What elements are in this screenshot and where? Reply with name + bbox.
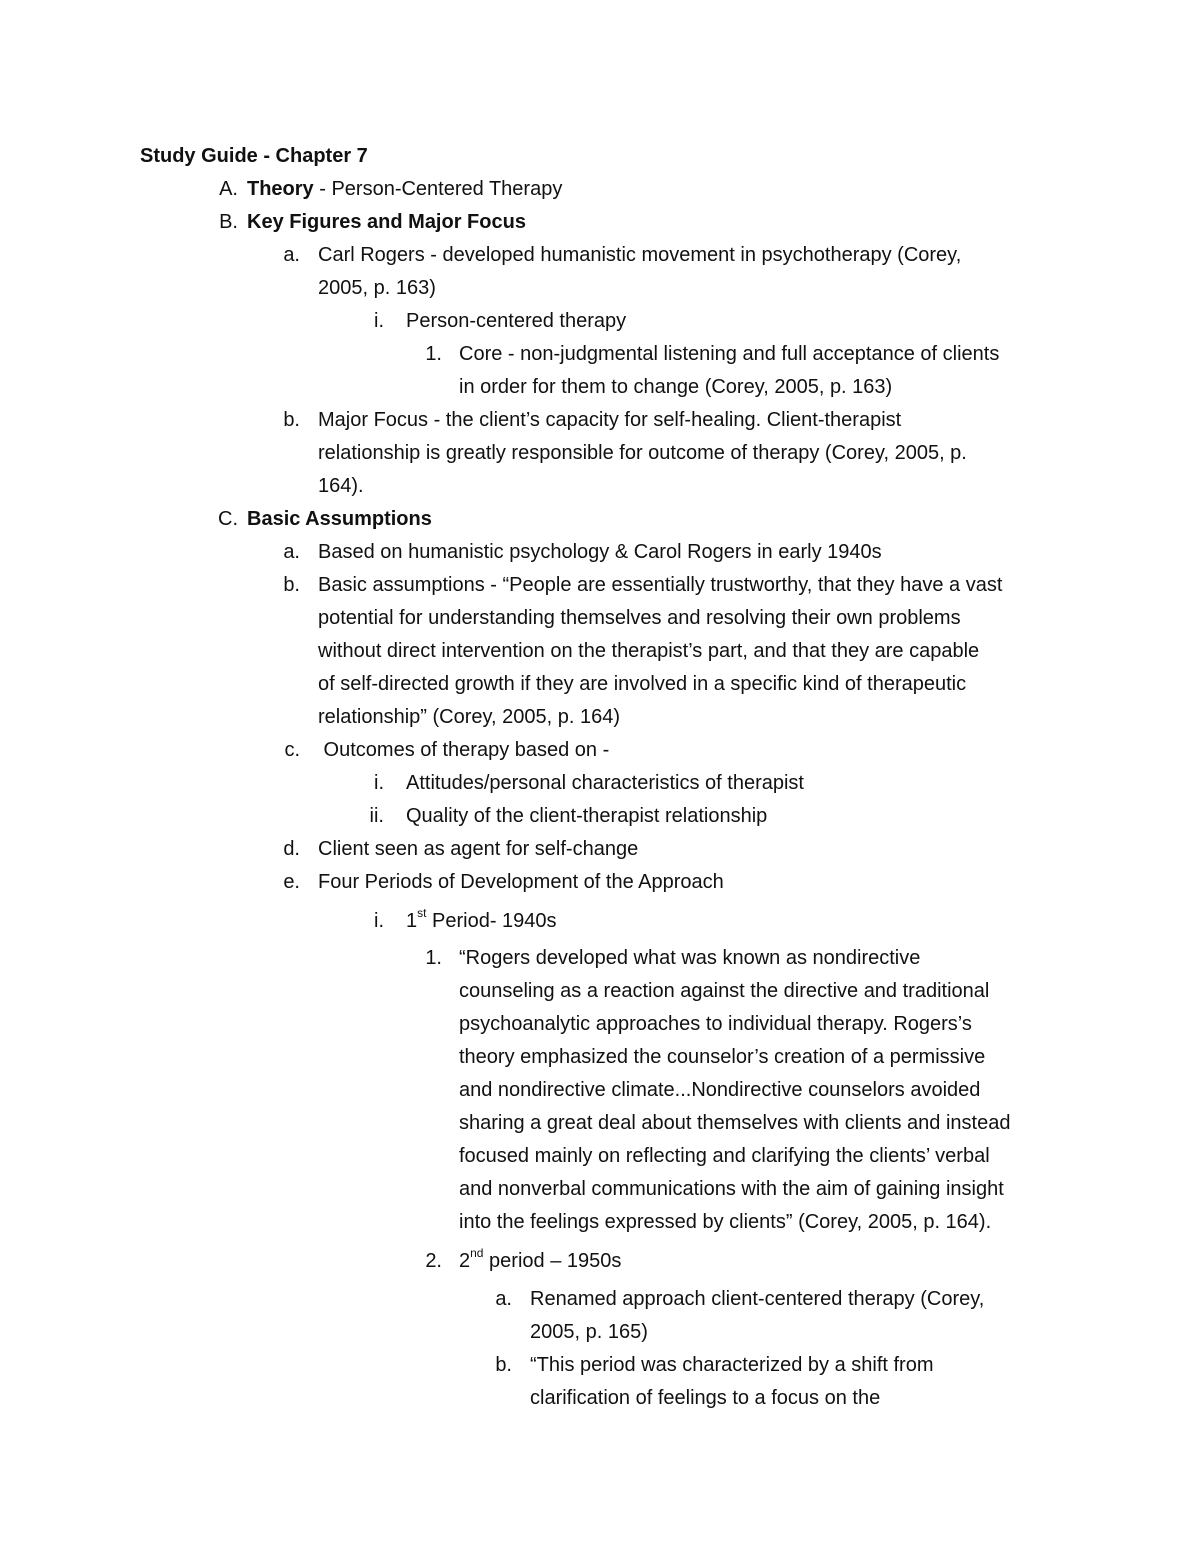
list-item: [0, 905, 1200, 938]
list-item-text: Client seen as agent for self-change: [318, 838, 639, 860]
list-marker: a.: [495, 1288, 512, 1310]
section-c: [0, 503, 1200, 536]
list-marker: 1.: [425, 947, 442, 969]
list-marker: 1.: [425, 343, 442, 365]
list-item: [0, 734, 1200, 767]
list-item: [0, 338, 1200, 371]
list-marker: c.: [284, 739, 300, 761]
list-item-text: of self-directed growth if they are involved in a specific kind of therapeutic: [318, 673, 967, 695]
list-marker: d.: [283, 838, 300, 860]
list-item: [0, 536, 1200, 569]
list-item-text: sharing a great deal about themselves with clients and instead: [459, 1112, 1011, 1134]
list-item-text: Based on humanistic psychology & Carol Rogers in early 1940s: [318, 541, 882, 563]
list-item-continuation: [0, 1008, 1200, 1041]
list-item-text: Renamed approach client-centered therapy (Corey,: [530, 1288, 985, 1310]
list-item: [0, 239, 1200, 272]
list-item-text: without direct intervention on the therapist’s part, and that they are capable: [318, 640, 980, 662]
period-1-heading: [406, 905, 557, 938]
list-item-text: clarification of feelings to a focus on the: [530, 1387, 881, 1409]
list-marker: b.: [283, 409, 300, 431]
list-item-text: Quality of the client-therapist relationship: [406, 805, 768, 827]
list-item-text: in order for them to change (Corey, 2005, p. 163): [459, 376, 893, 398]
doc-title: Study Guide - Chapter 7: [140, 145, 368, 167]
list-item-continuation: [0, 1074, 1200, 1107]
list-item: [0, 833, 1200, 866]
section-a-heading: Theory: [247, 178, 314, 200]
list-item-text: Carl Rogers - developed humanistic movement in psychotherapy (Corey,: [318, 244, 962, 266]
list-item: [0, 767, 1200, 800]
period-2-number: 2: [459, 1250, 471, 1272]
list-item-continuation: [0, 602, 1200, 635]
list-item-text: Basic assumptions - “People are essentially trustworthy, that they have a vast: [318, 574, 1003, 596]
section-c-heading: Basic Assumptions: [247, 508, 432, 530]
list-item-text: “Rogers developed what was known as nondirective: [459, 947, 921, 969]
list-marker: i.: [374, 310, 384, 332]
list-item-text: relationship” (Corey, 2005, p. 164): [318, 706, 621, 728]
list-item-continuation: [0, 975, 1200, 1008]
list-item: [0, 569, 1200, 602]
list-item-continuation: [0, 470, 1200, 503]
list-marker: A.: [219, 178, 238, 200]
list-item: [0, 942, 1200, 975]
list-item-continuation: [0, 701, 1200, 734]
period-2-ordinal: nd: [470, 1246, 484, 1261]
list-item-text: 164).: [318, 475, 364, 497]
list-item-text: Major Focus - the client’s capacity for self-healing. Client-therapist: [318, 409, 902, 431]
section-a-text: [247, 173, 562, 206]
list-item-text: counseling as a reaction against the directive and traditional: [459, 980, 990, 1002]
list-item-text: focused mainly on reflecting and clarifying the clients’ verbal: [459, 1145, 990, 1167]
list-item-text: Four Periods of Development of the Approach: [318, 871, 724, 893]
list-item: [0, 866, 1200, 899]
list-item-continuation: [0, 272, 1200, 305]
list-item-text: Attitudes/personal characteristics of therapist: [406, 772, 804, 794]
list-marker: B.: [219, 211, 238, 233]
section-a: [0, 173, 1200, 206]
list-item-text: and nonverbal communications with the aim of gaining insight: [459, 1178, 1004, 1200]
list-item-text: 2005, p. 163): [318, 277, 436, 299]
period-2-heading: [459, 1245, 621, 1278]
list-item-continuation: [0, 1140, 1200, 1173]
list-item: [0, 404, 1200, 437]
list-item-continuation: [0, 1382, 1200, 1415]
list-item-continuation: [0, 635, 1200, 668]
list-item: [0, 1245, 1200, 1278]
list-marker: ii.: [369, 805, 384, 827]
list-item-continuation: [0, 1041, 1200, 1074]
section-b-heading: Key Figures and Major Focus: [247, 211, 526, 233]
list-item: [0, 1349, 1200, 1382]
list-marker: a.: [283, 541, 300, 563]
section-a-detail: - Person-Centered Therapy: [313, 178, 563, 200]
list-marker: i.: [374, 772, 384, 794]
list-item-text: into the feelings expressed by clients” (Corey, 2005, p. 164).: [459, 1211, 992, 1233]
list-marker: e.: [283, 871, 300, 893]
doc-title-line: [0, 140, 1200, 173]
list-item-text: theory emphasized the counselor’s creation of a permissive: [459, 1046, 986, 1068]
list-marker: 2.: [425, 1250, 442, 1272]
list-item-text: Core - non-judgmental listening and full acceptance of clients: [459, 343, 1000, 365]
period-1-ordinal: st: [417, 906, 427, 921]
list-item-text: psychoanalytic approaches to individual therapy. Rogers’s: [459, 1013, 972, 1035]
list-marker: a.: [283, 244, 300, 266]
list-item-text: and nondirective climate...Nondirective counselors avoided: [459, 1079, 981, 1101]
list-item-continuation: [0, 437, 1200, 470]
list-marker: b.: [495, 1354, 512, 1376]
list-item-text: “This period was characterized by a shift from: [530, 1354, 934, 1376]
list-item-continuation: [0, 1206, 1200, 1239]
list-item-text: potential for understanding themselves and resolving their own problems: [318, 607, 961, 629]
list-item-continuation: [0, 371, 1200, 404]
list-item-continuation: [0, 1316, 1200, 1349]
list-item-text: relationship is greatly responsible for outcome of therapy (Corey, 2005, p.: [318, 442, 967, 464]
period-2-label: period – 1950s: [483, 1250, 622, 1272]
list-item-continuation: [0, 1173, 1200, 1206]
list-marker: b.: [283, 574, 300, 596]
list-item-text: 2005, p. 165): [530, 1321, 648, 1343]
list-item-continuation: [0, 668, 1200, 701]
section-b: [0, 206, 1200, 239]
list-item: [0, 305, 1200, 338]
list-item: [0, 1283, 1200, 1316]
list-item: [0, 800, 1200, 833]
list-item-text: Person-centered therapy: [406, 310, 627, 332]
list-marker: C.: [218, 508, 238, 530]
list-marker: i.: [374, 910, 384, 932]
list-item-text: Outcomes of therapy based on -: [318, 739, 610, 761]
list-item-continuation: [0, 1107, 1200, 1140]
period-1-number: 1: [406, 910, 418, 932]
period-1-label: Period- 1940s: [426, 910, 557, 932]
